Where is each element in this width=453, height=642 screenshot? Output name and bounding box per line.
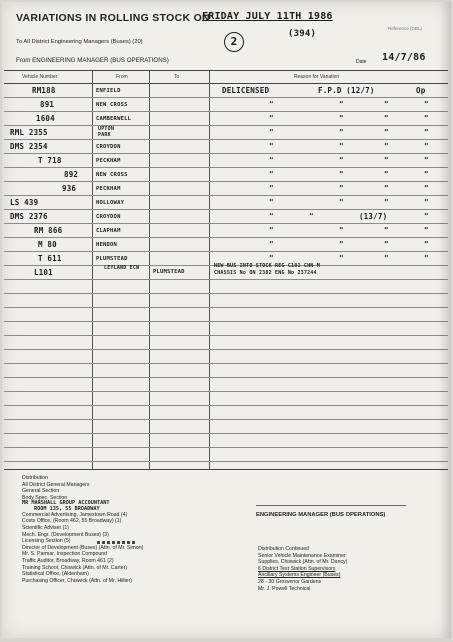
cell-ditto: ": [424, 212, 429, 221]
cell-ditto: ": [384, 114, 389, 123]
row-rule: [4, 111, 448, 112]
cell-ditto: ": [269, 198, 274, 207]
distribution-item: Statistical Office, (Aldenham): [22, 571, 89, 578]
cell-reason: DELICENSED: [222, 86, 270, 95]
distribution-item: Supplies, Chiswick (Attn. of Mr. Dancy): [258, 559, 348, 566]
cell-ditto: ": [309, 212, 314, 221]
cell-from: CROYDON: [96, 214, 121, 220]
cell-ditto: ": [339, 128, 344, 137]
row-rule: [4, 181, 448, 182]
row-rule: [4, 447, 448, 448]
reference-label: Reference (GBL): [388, 26, 423, 31]
cell-ditto: ": [269, 184, 274, 193]
form-title: VARIATIONS IN ROLLING STOCK ON: [16, 12, 210, 24]
column-divider: [149, 71, 150, 469]
signature-title: ENGINEERING MANAGER (BUS OPERATIONS): [256, 512, 386, 518]
cell-reason: NEW BUS INTO STOCK REG C101 CHN M: [214, 263, 320, 269]
column-divider: [92, 71, 93, 469]
to-line: To All District Engineering Managers (Buses) (20): [16, 39, 143, 45]
cell-vehicle: RM 866: [34, 226, 63, 235]
row-rule: [4, 237, 448, 238]
cell-ditto: ": [269, 142, 274, 151]
cell-from: HOLLOWAY: [96, 200, 125, 206]
distribution-item: Costs Office, (Room 462, 55 Broadway) (1): [22, 518, 122, 525]
distribution-item: Scientific Adviser (1): [22, 524, 69, 531]
redaction-dots: [97, 541, 137, 544]
cell-vehicle: T 718: [38, 156, 62, 165]
distribution-item: Traffic Auditor, Broadway, Room 461 (2): [22, 557, 114, 564]
cell-ditto: ": [269, 100, 274, 109]
col-reason: Reason for Variation: [294, 74, 340, 80]
cell-reason: (13/7): [359, 212, 388, 221]
col-from: From: [116, 74, 128, 80]
variations-table: [4, 70, 448, 470]
cell-from: NEW CROSS: [96, 172, 128, 178]
row-rule: [4, 125, 448, 126]
cell-reason: Op: [416, 86, 426, 95]
cell-vehicle: DMS 2354: [10, 142, 48, 151]
row-rule: [4, 377, 448, 378]
distribution-item-handwritten: ROOM 135, 55 BROADWAY: [34, 505, 100, 512]
distribution-item: Licensing Section (5): [22, 538, 71, 545]
cell-ditto: ": [269, 156, 274, 165]
document-page: [2, 2, 451, 638]
cell-ditto: ": [384, 184, 389, 193]
distribution-item-handwritten: MR MARSHALL GROUP ACCOUNTANT: [22, 500, 110, 507]
distribution-continued: [258, 546, 347, 592]
cell-ditto: ": [339, 114, 344, 123]
cell-ditto: ": [424, 198, 429, 207]
cell-vehicle: DMS 2376: [10, 212, 48, 221]
distribution-item: 6 District Test Station Supervisors: [258, 565, 336, 572]
cell-vehicle: 892: [64, 170, 79, 179]
date-label: Date: [356, 59, 367, 65]
cell-ditto: ": [424, 142, 429, 151]
cell-ditto: ": [269, 226, 274, 235]
cell-reason: F.P.D (12/7): [318, 86, 375, 95]
row-rule: [4, 363, 448, 364]
cell-from: ENFIELD: [96, 88, 121, 94]
distribution-item: General Section: [22, 488, 60, 495]
cell-from: PECKHAM: [96, 186, 121, 192]
row-rule: [4, 433, 448, 434]
cell-ditto: ": [269, 170, 274, 179]
cell-from: PLUMSTEAD: [96, 256, 128, 262]
cell-ditto: ": [269, 128, 274, 137]
row-rule: [4, 461, 448, 462]
cell-ditto: ": [384, 128, 389, 137]
distribution-item: 28 - 30 Grosvenor Gardens: [258, 578, 322, 585]
cell-ditto: ": [269, 212, 274, 221]
distribution-item: Training School, Chiswick (Attn. of Mr. Carter): [22, 564, 128, 571]
from-line: From ENGINEERING MANAGER (BUS OPERATIONS): [16, 57, 169, 64]
distribution-item: Mr. J. Powell Technical: [258, 585, 311, 592]
row-rule: [4, 321, 448, 322]
row-rule: [4, 279, 448, 280]
cell-vehicle: RM188: [32, 86, 56, 95]
cell-ditto: ": [424, 240, 429, 249]
cell-from: CAMBERWELL: [96, 116, 132, 122]
row-rule: [4, 349, 448, 350]
circled-number: 2: [224, 32, 244, 52]
distribution-list: [22, 475, 143, 584]
cell-from: NEW CROSS: [96, 102, 128, 108]
cell-ditto: ": [384, 156, 389, 165]
cell-from: UPTON PARK: [98, 126, 115, 138]
cell-ditto: ": [339, 198, 344, 207]
cell-vehicle: 936: [62, 184, 77, 193]
cell-from: PECKHAM: [96, 158, 121, 164]
row-rule: [4, 167, 448, 168]
row-rule: [4, 405, 448, 406]
date-value: 14/7/86: [382, 52, 426, 63]
row-rule: [4, 209, 448, 210]
distribution-item: Body Spec. Section: [22, 494, 68, 501]
handwritten-date: FRIDAY JULY 11TH 1986: [202, 11, 333, 22]
row-rule: [4, 153, 448, 154]
cell-ditto: ": [424, 254, 429, 263]
cell-ditto: ": [424, 100, 429, 109]
distribution-item: Senior Vehicle Maintenance Examiner: [258, 552, 346, 559]
cell-ditto: ": [424, 170, 429, 179]
cell-vehicle: L101: [34, 268, 53, 277]
cell-ditto: ": [384, 254, 389, 263]
cell-vehicle: M 80: [38, 240, 57, 249]
cell-ditto: ": [339, 170, 344, 179]
cell-ditto: ": [269, 254, 274, 263]
distribution-item: Purchasing Officer, Chiswick (Attn. of Mr. Hillier): [22, 577, 133, 584]
cell-ditto: ": [384, 226, 389, 235]
cell-ditto: ": [384, 198, 389, 207]
cell-ditto: ": [339, 156, 344, 165]
cell-vehicle: 891: [40, 100, 55, 109]
cell-ditto: ": [339, 184, 344, 193]
cell-vehicle: LS 439: [10, 198, 39, 207]
cell-to: PLUMSTEAD: [153, 269, 185, 275]
cell-ditto: ": [384, 240, 389, 249]
distribution-item: Commercial Advertising, Jamestown Road (4): [22, 511, 128, 518]
cell-vehicle: 1604: [36, 114, 55, 123]
row-rule: [4, 335, 448, 336]
cell-from: CLAPHAM: [96, 228, 121, 234]
cell-ditto: ": [269, 240, 274, 249]
row-rule: [4, 195, 448, 196]
cell-from: CROYDON: [96, 144, 121, 150]
cell-vehicle: RML 2355: [10, 128, 48, 137]
cell-ditto: ": [384, 100, 389, 109]
row-rule: [4, 223, 448, 224]
distribution-item: Ancillary Systems Engineer (Buses): [258, 572, 341, 579]
cell-ditto: ": [269, 114, 274, 123]
distribution-item: Mech. Engr. (Development Buses) (3): [22, 531, 109, 538]
handwritten-code: (394): [288, 29, 317, 39]
column-divider: [209, 71, 210, 469]
row-rule: [4, 139, 448, 140]
row-rule: [4, 251, 448, 252]
cell-ditto: ": [339, 240, 344, 249]
cell-ditto: ": [424, 226, 429, 235]
cell-from: LEYLAND ECW: [104, 265, 140, 271]
distribution-item: Distribution Continued: [258, 546, 310, 552]
cell-ditto: ": [339, 226, 344, 235]
distribution-heading: Distribution: [22, 475, 48, 481]
col-to: To: [174, 74, 180, 80]
row-rule: [4, 293, 448, 294]
cell-ditto: ": [384, 142, 389, 151]
cell-ditto: ": [384, 170, 389, 179]
cell-ditto: ": [424, 156, 429, 165]
cell-vehicle: T 611: [38, 254, 62, 263]
table-header: [4, 71, 448, 84]
cell-ditto: ": [424, 114, 429, 123]
row-rule: [4, 307, 448, 308]
distribution-item: Director of Development (Buses) (Attn. of Mr. Simon): [22, 544, 144, 551]
cell-ditto: ": [339, 100, 344, 109]
cell-ditto: ": [424, 128, 429, 137]
cell-ditto: ": [339, 254, 344, 263]
row-rule: [4, 97, 448, 98]
distribution-item: All District General Managers: [22, 481, 90, 488]
cell-ditto: ": [339, 142, 344, 151]
col-vehicle-number: Vehicle Number: [22, 74, 58, 80]
row-rule: [4, 391, 448, 392]
cell-reason: CHASSIS No ON 2382 ENG No 237244: [214, 270, 317, 276]
signature-line: [256, 505, 406, 506]
row-rule: [4, 419, 448, 420]
cell-ditto: ": [424, 184, 429, 193]
distribution-item: Mr. S. Parmar, Inspection Compound: [22, 551, 108, 558]
cell-from: HENDON: [96, 242, 118, 248]
